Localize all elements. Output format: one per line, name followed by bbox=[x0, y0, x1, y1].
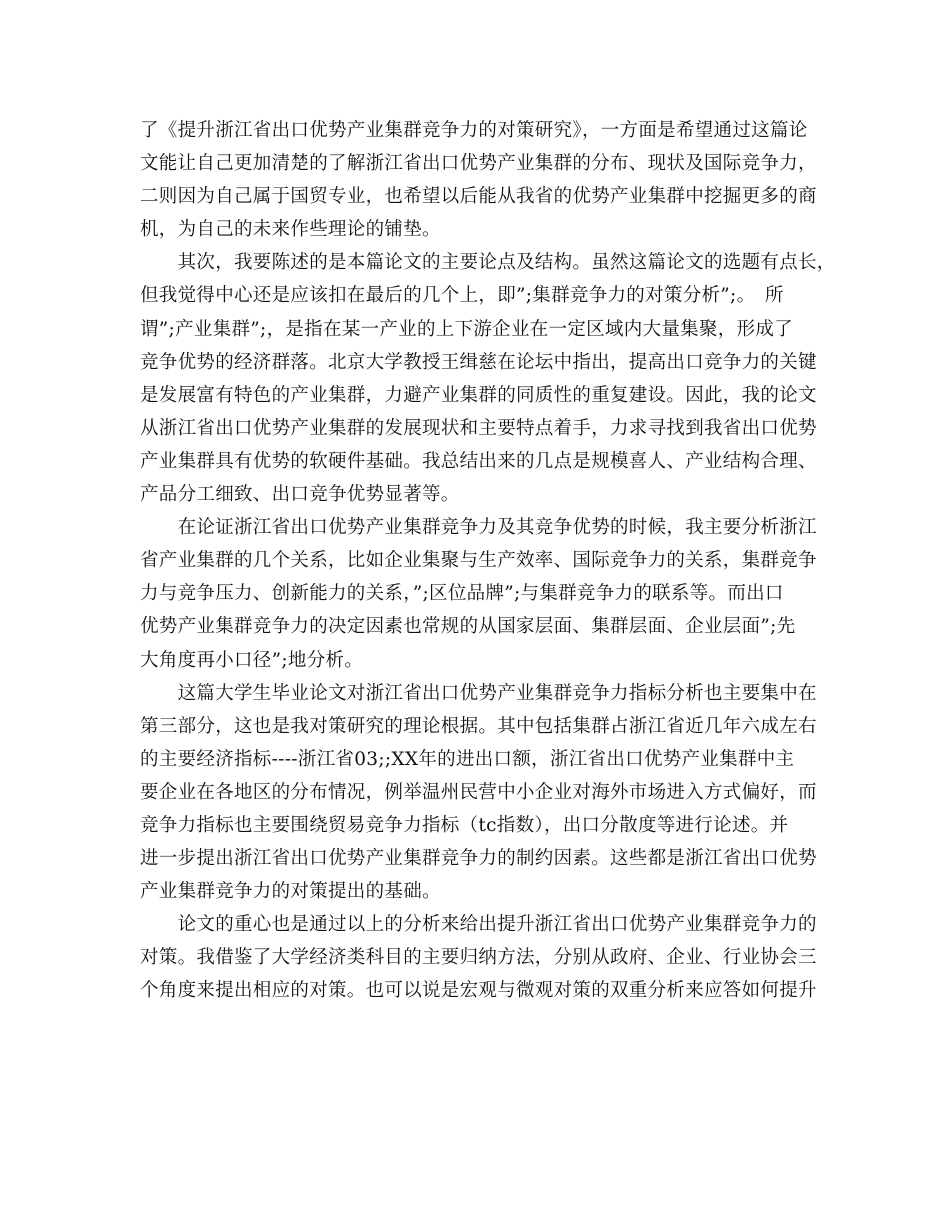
text-line: 谓”;产业集群”;，是指在某一产业的上下游企业在一定区域内大量集聚，形成了 bbox=[140, 318, 793, 340]
text-line: 这篇大学生毕业论文对浙江省出口优势产业集群竞争力指标分析也主要集中在 bbox=[140, 682, 817, 704]
text-line: 但我觉得中心还是应该扣在最后的几个上，即”;集群竞争力的对策分析”;。 所 bbox=[140, 285, 784, 307]
text-line: 力与竞争压力、创新能力的关系，”;区位品牌”;与集群竞争力的联系等。而出口 bbox=[140, 583, 784, 605]
text-line: 文能让自己更加清楚的了解浙江省出口优势产业集群的分布、现状及国际竞争力， bbox=[140, 153, 817, 175]
text-line: 二则因为自己属于国贸专业，也希望以后能从我省的优势产业集群中挖掘更多的商 bbox=[140, 186, 817, 208]
text-line: 大角度再小口径”;地分析。 bbox=[140, 649, 364, 671]
text-line: 了《提升浙江省出口优势产业集群竞争力的对策研究》，一方面是希望通过这篇论 bbox=[140, 120, 808, 141]
text-line: 要企业在各地区的分布情况，例举温州民营中小企业对海外市场进入方式偏好，而 bbox=[140, 781, 817, 803]
text-line: 产业集群竞争力的对策提出的基础。 bbox=[140, 881, 441, 903]
text-line: 其次，我要陈述的是本篇论文的主要论点及结构。虽然这篇论文的选题有点长， bbox=[140, 252, 836, 274]
text-line: 优势产业集群竞争力的决定因素也常规的从国家层面、集群层面、企业层面”;先 bbox=[140, 616, 796, 638]
text-line: 的主要经济指标----浙江省03;;XX年的进出口额，浙江省出口优势产业集群中主 bbox=[140, 748, 795, 770]
text-line: 是发展富有特色的产业集群，力避产业集群的同质性的重复建设。因此，我的论文 bbox=[140, 384, 817, 406]
text-line: 竞争力指标也主要围绕贸易竞争力指标（tc指数），出口分散度等进行论述。并 bbox=[140, 814, 789, 836]
text-line: 个角度来提出相应的对策。也可以说是宏观与微观对策的双重分析来应答如何提升 bbox=[140, 980, 817, 1002]
text-line: 论文的重心也是通过以上的分析来给出提升浙江省出口优势产业集群竞争力的 bbox=[140, 914, 817, 936]
text-line: 产业集群具有优势的软硬件基础。我总结出来的几点是规模喜人、产业结构合理、 bbox=[140, 450, 817, 472]
text-line: 机，为自己的未来作些理论的铺垫。 bbox=[140, 219, 441, 241]
text-line: 竞争优势的经济群落。北京大学教授王缉慈在论坛中指出，提高出口竞争力的关键 bbox=[140, 351, 817, 373]
text-line: 在论证浙江省出口优势产业集群竞争力及其竞争优势的时候，我主要分析浙江 bbox=[140, 517, 817, 539]
text-line: 第三部分，这也是我对策研究的理论根据。其中包括集群占浙江省近几年六成左右 bbox=[140, 715, 817, 737]
text-line: 产品分工细致、出口竞争优势显著等。 bbox=[140, 484, 460, 506]
body-text bbox=[140, 114, 836, 1008]
text-line: 对策。我借鉴了大学经济类科目的主要归纳方法，分别从政府、企业、行业协会三 bbox=[140, 947, 817, 969]
text-line: 省产业集群的几个关系，比如企业集聚与生产效率、国际竞争力的关系，集群竞争 bbox=[140, 550, 817, 572]
text-line: 从浙江省出口优势产业集群的发展现状和主要特点着手，力求寻找到我省出口优势 bbox=[140, 417, 817, 439]
text-line: 进一步提出浙江省出口优势产业集群竞争力的制约因素。这些都是浙江省出口优势 bbox=[140, 848, 817, 870]
